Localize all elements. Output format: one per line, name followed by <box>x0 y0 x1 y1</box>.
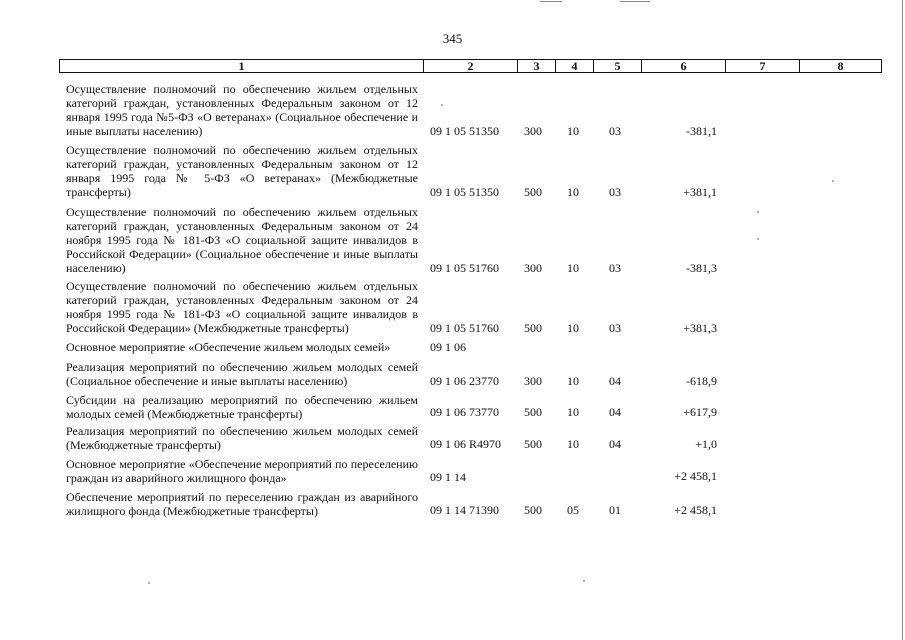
row-description: Реализация мероприятий по обеспечению жильем молодых семей (Межбюджетные трансферты) <box>66 424 418 452</box>
row-col3: 300 <box>524 261 542 275</box>
scan-speck <box>583 580 585 582</box>
page-number: 345 <box>442 31 463 46</box>
row-col3: 300 <box>524 124 542 138</box>
row-amount: -618,9 <box>686 374 717 388</box>
row-col5: 03 <box>609 321 621 335</box>
row-description: Осуществление полномочий по обеспечению жильем отдельных категорий граждан, установленных Федеральным законом от 12 января 1995 года №5-ФЗ «О ветеранах» (Социальное обеспечение и иные выплаты населению) <box>66 82 418 138</box>
column-header-6: 6 <box>642 60 726 73</box>
row-col3: 500 <box>524 405 542 419</box>
top-edge-mark <box>540 1 562 2</box>
row-code: 09 1 06 73770 <box>430 405 499 419</box>
row-code: 09 1 05 51350 <box>430 185 499 199</box>
row-description: Субсидии на реализацию мероприятий по обеспечению жильем молодых семей (Межбюджетные трансферты) <box>66 393 418 421</box>
row-col4: 10 <box>567 185 579 199</box>
row-description: Основное мероприятие «Обеспечение мероприятий по переселению граждан из аварийного жилищного фонда» <box>66 457 418 485</box>
scan-speck <box>441 104 443 106</box>
column-header-3: 3 <box>518 60 556 73</box>
row-col5: 01 <box>609 503 621 517</box>
row-description: Осуществление полномочий по обеспечению жильем отдельных категорий граждан, установленных Федеральным законом от 12 января 1995 года № 5-ФЗ «О ветеранах» (Межбюджетные трансферты) <box>66 143 418 199</box>
row-code: 09 1 06 23770 <box>430 374 499 388</box>
right-edge-mark <box>902 0 903 640</box>
column-header-2: 2 <box>424 60 518 73</box>
row-code: 09 1 05 51760 <box>430 321 499 335</box>
column-header-1: 1 <box>60 60 424 73</box>
row-code: 09 1 06 R4970 <box>430 437 502 451</box>
row-code: 09 1 05 51760 <box>430 261 499 275</box>
row-col4: 10 <box>567 124 579 138</box>
row-amount: +381,3 <box>683 321 717 335</box>
row-col4: 10 <box>567 405 579 419</box>
row-col5: 03 <box>609 261 621 275</box>
row-code: 09 1 05 51350 <box>430 124 499 138</box>
row-col4: 10 <box>567 261 579 275</box>
row-amount: +381,1 <box>683 185 717 199</box>
scan-speck <box>757 238 759 240</box>
row-amount: -381,3 <box>686 261 717 275</box>
row-col5: 04 <box>609 437 621 451</box>
row-amount: +617,9 <box>683 405 717 419</box>
row-description: Реализация мероприятий по обеспечению жильем молодых семей (Социальное обеспечение и иные выплаты населению) <box>66 360 418 388</box>
row-code: 09 1 14 <box>430 470 466 484</box>
scan-speck <box>832 180 834 182</box>
row-col5: 04 <box>609 405 621 419</box>
row-amount: +2 458,1 <box>674 503 717 517</box>
row-description: Осуществление полномочий по обеспечению жильем отдельных категорий граждан, установленных Федеральным законом от 24 ноября 1995 года № 181-ФЗ «О социальной защите инвалидов в Российской Федерации» (Социальное обеспечение и иные выплаты населению) <box>66 205 418 275</box>
row-code: 09 1 06 <box>430 340 466 354</box>
row-code: 09 1 14 71390 <box>430 503 499 517</box>
row-col3: 500 <box>524 185 542 199</box>
column-header-row <box>59 59 882 73</box>
row-col5: 03 <box>609 124 621 138</box>
row-col3: 500 <box>524 437 542 451</box>
row-amount: +2 458,1 <box>674 469 717 483</box>
column-header-5: 5 <box>594 60 642 73</box>
row-col3: 500 <box>524 321 542 335</box>
row-col3: 300 <box>524 374 542 388</box>
row-col4: 10 <box>567 374 579 388</box>
row-description: Обеспечение мероприятий по переселению граждан из аварийного жилищного фонда (Межбюджетные трансферты) <box>66 490 418 518</box>
column-header-8: 8 <box>800 60 882 73</box>
row-col5: 03 <box>609 185 621 199</box>
top-edge-mark <box>620 1 650 2</box>
row-col5: 04 <box>609 374 621 388</box>
scan-speck <box>148 582 150 584</box>
column-header-4: 4 <box>556 60 594 73</box>
row-amount: -381,1 <box>686 124 717 138</box>
row-description: Осуществление полномочий по обеспечению жильем отдельных категорий граждан, установленных Федеральным законом от 24 ноября 1995 года № 181-ФЗ «О социальной защите инвалидов в Российской Федерации» (Межбюджетные трансферты) <box>66 279 418 335</box>
row-description: Основное мероприятие «Обеспечение жильем молодых семей» <box>66 340 391 354</box>
row-col3: 500 <box>524 503 542 517</box>
row-col4: 10 <box>567 437 579 451</box>
column-header-7: 7 <box>726 60 800 73</box>
row-col4: 10 <box>567 321 579 335</box>
row-col4: 05 <box>567 503 579 517</box>
scan-speck <box>757 211 759 213</box>
row-amount: +1,0 <box>695 437 717 451</box>
